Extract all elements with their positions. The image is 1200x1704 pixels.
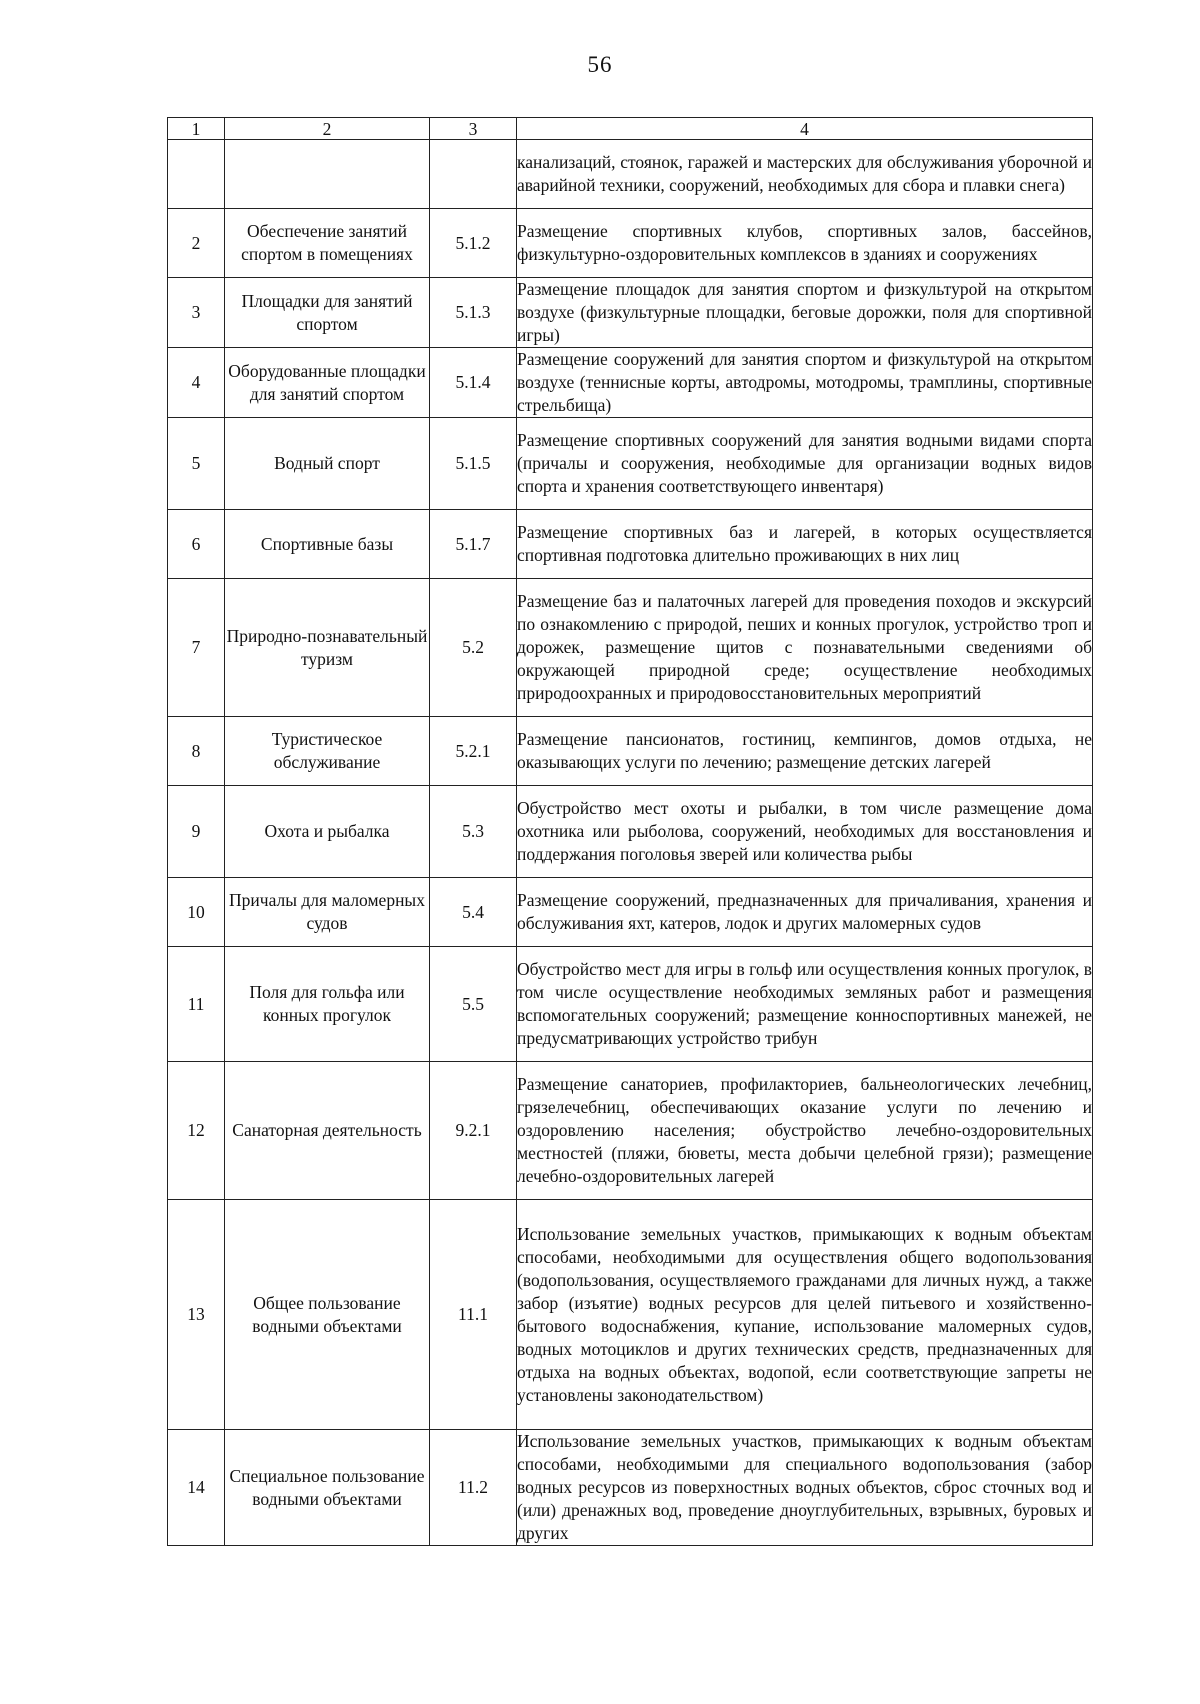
row-number-cell: 8 — [168, 717, 225, 786]
row-description-cell: Размещение спортивных клубов, спортивных залов, бассейнов, физкультурно-оздоровительных комплексов в зданиях и сооружениях — [517, 209, 1093, 278]
row-name-cell: Санаторная деятельность — [225, 1062, 430, 1200]
row-code-cell: 9.2.1 — [430, 1062, 517, 1200]
row-code-cell: 5.1.3 — [430, 278, 517, 348]
row-description-cell: Размещение пансионатов, гостиниц, кемпингов, домов отдыха, не оказывающих услуги по лечению; размещение детских лагерей — [517, 717, 1093, 786]
row-number-cell: 2 — [168, 209, 225, 278]
row-description-cell: канализаций, стоянок, гаражей и мастерских для обслуживания уборочной и аварийной техники, сооружений, необходимых для сбора и плавки снега) — [517, 140, 1093, 209]
column-header: 3 — [430, 118, 517, 140]
row-code-cell — [430, 140, 517, 209]
row-description-cell: Размещение сооружений, предназначенных для причаливания, хранения и обслуживания яхт, катеров, лодок и других маломерных судов — [517, 878, 1093, 947]
row-name-cell: Поля для гольфа или конных прогулок — [225, 947, 430, 1062]
row-code-cell: 5.2.1 — [430, 717, 517, 786]
row-name-cell — [225, 140, 430, 209]
table-row-continuation — [168, 140, 1093, 209]
column-header: 1 — [168, 118, 225, 140]
row-code-cell: 5.3 — [430, 786, 517, 878]
table-row — [168, 418, 1093, 510]
table-row — [168, 1430, 1093, 1546]
land-use-table — [167, 117, 1093, 1546]
row-description-cell: Обустройство мест для игры в гольф или осуществления конных прогулок, в том числе осуществление необходимых земляных работ и размещения вспомогательных сооружений; размещение конноспортивных манежей, не предусматривающих устройство трибун — [517, 947, 1093, 1062]
table-row — [168, 1200, 1093, 1430]
row-description-cell: Размещение спортивных сооружений для занятия водными видами спорта (причалы и сооружения, необходимые для организации водных видов спорта и хранения соответствующего инвентаря) — [517, 418, 1093, 510]
row-number-cell — [168, 140, 225, 209]
table-row — [168, 579, 1093, 717]
table-row — [168, 786, 1093, 878]
row-name-cell: Общее пользование водными объектами — [225, 1200, 430, 1430]
row-name-cell: Водный спорт — [225, 418, 430, 510]
row-number-cell: 14 — [168, 1430, 225, 1546]
row-description-cell: Размещение площадок для занятия спортом и физкультурой на открытом воздухе (физкультурные площадки, беговые дорожки, поля для спортивной игры) — [517, 278, 1093, 348]
row-code-cell: 5.1.7 — [430, 510, 517, 579]
row-number-cell: 10 — [168, 878, 225, 947]
row-number-cell: 11 — [168, 947, 225, 1062]
row-code-cell: 11.2 — [430, 1430, 517, 1546]
row-description-cell: Использование земельных участков, примыкающих к водным объектам способами, необходимыми для осуществления общего водопользования (водопользования, осуществляемого гражданами для личных нужд, а также забор (изъятие) водных ресурсов для целей питьевого и хозяйственно-бытового водоснабжения, купание, использование маломерных судов, водных мотоциклов и других технических средств, предназначенных для отдыха на водных объектах, водопой, если соответствующие запреты не установлены законодательством) — [517, 1200, 1093, 1430]
row-name-cell: Площадки для занятий спортом — [225, 278, 430, 348]
table-row — [168, 348, 1093, 418]
row-number-cell: 13 — [168, 1200, 225, 1430]
row-number-cell: 12 — [168, 1062, 225, 1200]
row-name-cell: Специальное пользование водными объектами — [225, 1430, 430, 1546]
row-code-cell: 5.2 — [430, 579, 517, 717]
row-code-cell: 5.1.4 — [430, 348, 517, 418]
column-header: 4 — [517, 118, 1093, 140]
row-number-cell: 3 — [168, 278, 225, 348]
row-code-cell: 11.1 — [430, 1200, 517, 1430]
table-header-row — [168, 118, 1093, 140]
row-name-cell: Оборудованные площадки для занятий спортом — [225, 348, 430, 418]
row-description-cell: Размещение сооружений для занятия спортом и физкультурой на открытом воздухе (теннисные корты, автодромы, мотодромы, трамплины, спортивные стрельбища) — [517, 348, 1093, 418]
row-name-cell: Охота и рыбалка — [225, 786, 430, 878]
row-number-cell: 7 — [168, 579, 225, 717]
row-name-cell: Природно-познавательный туризм — [225, 579, 430, 717]
row-code-cell: 5.1.2 — [430, 209, 517, 278]
row-description-cell: Использование земельных участков, примыкающих к водным объектам способами, необходимыми для специального водопользования (забор водных ресурсов из поверхностных водных объектов, сброс сточных вод и (или) дренажных вод, проведение дноуглубительных, взрывных, буровых и других — [517, 1430, 1093, 1546]
row-number-cell: 9 — [168, 786, 225, 878]
column-header: 2 — [225, 118, 430, 140]
row-name-cell: Причалы для маломерных судов — [225, 878, 430, 947]
row-name-cell: Обеспечение занятий спортом в помещениях — [225, 209, 430, 278]
row-description-cell: Размещение баз и палаточных лагерей для проведения походов и экскурсий по ознакомлению с природой, пеших и конных прогулок, устройство троп и дорожек, размещение щитов с познавательными сведениями об окружающей природной среде; осуществление необходимых природоохранных и природовосстановительных мероприятий — [517, 579, 1093, 717]
row-code-cell: 5.4 — [430, 878, 517, 947]
page-number: 56 — [587, 52, 613, 77]
row-number-cell: 6 — [168, 510, 225, 579]
table-row — [168, 717, 1093, 786]
table-row — [168, 947, 1093, 1062]
row-code-cell: 5.1.5 — [430, 418, 517, 510]
table-row — [168, 510, 1093, 579]
row-code-cell: 5.5 — [430, 947, 517, 1062]
row-description-cell: Размещение санаториев, профилакториев, бальнеологических лечебниц, грязелечебниц, обеспечивающих оказание услуги по лечению и оздоровлению населения; обустройство лечебно-оздоровительных местностей (пляжи, бюветы, места добычи целебной грязи); размещение лечебно-оздоровительных лагерей — [517, 1062, 1093, 1200]
table-row — [168, 209, 1093, 278]
row-description-cell: Размещение спортивных баз и лагерей, в которых осуществляется спортивная подготовка длительно проживающих в них лиц — [517, 510, 1093, 579]
row-number-cell: 5 — [168, 418, 225, 510]
row-number-cell: 4 — [168, 348, 225, 418]
table-row — [168, 278, 1093, 348]
row-name-cell: Туристическое обслуживание — [225, 717, 430, 786]
row-name-cell: Спортивные базы — [225, 510, 430, 579]
table-row — [168, 1062, 1093, 1200]
table-row — [168, 878, 1093, 947]
row-description-cell: Обустройство мест охоты и рыбалки, в том числе размещение дома охотника или рыболова, сооружений, необходимых для восстановления и поддержания поголовья зверей или количества рыбы — [517, 786, 1093, 878]
